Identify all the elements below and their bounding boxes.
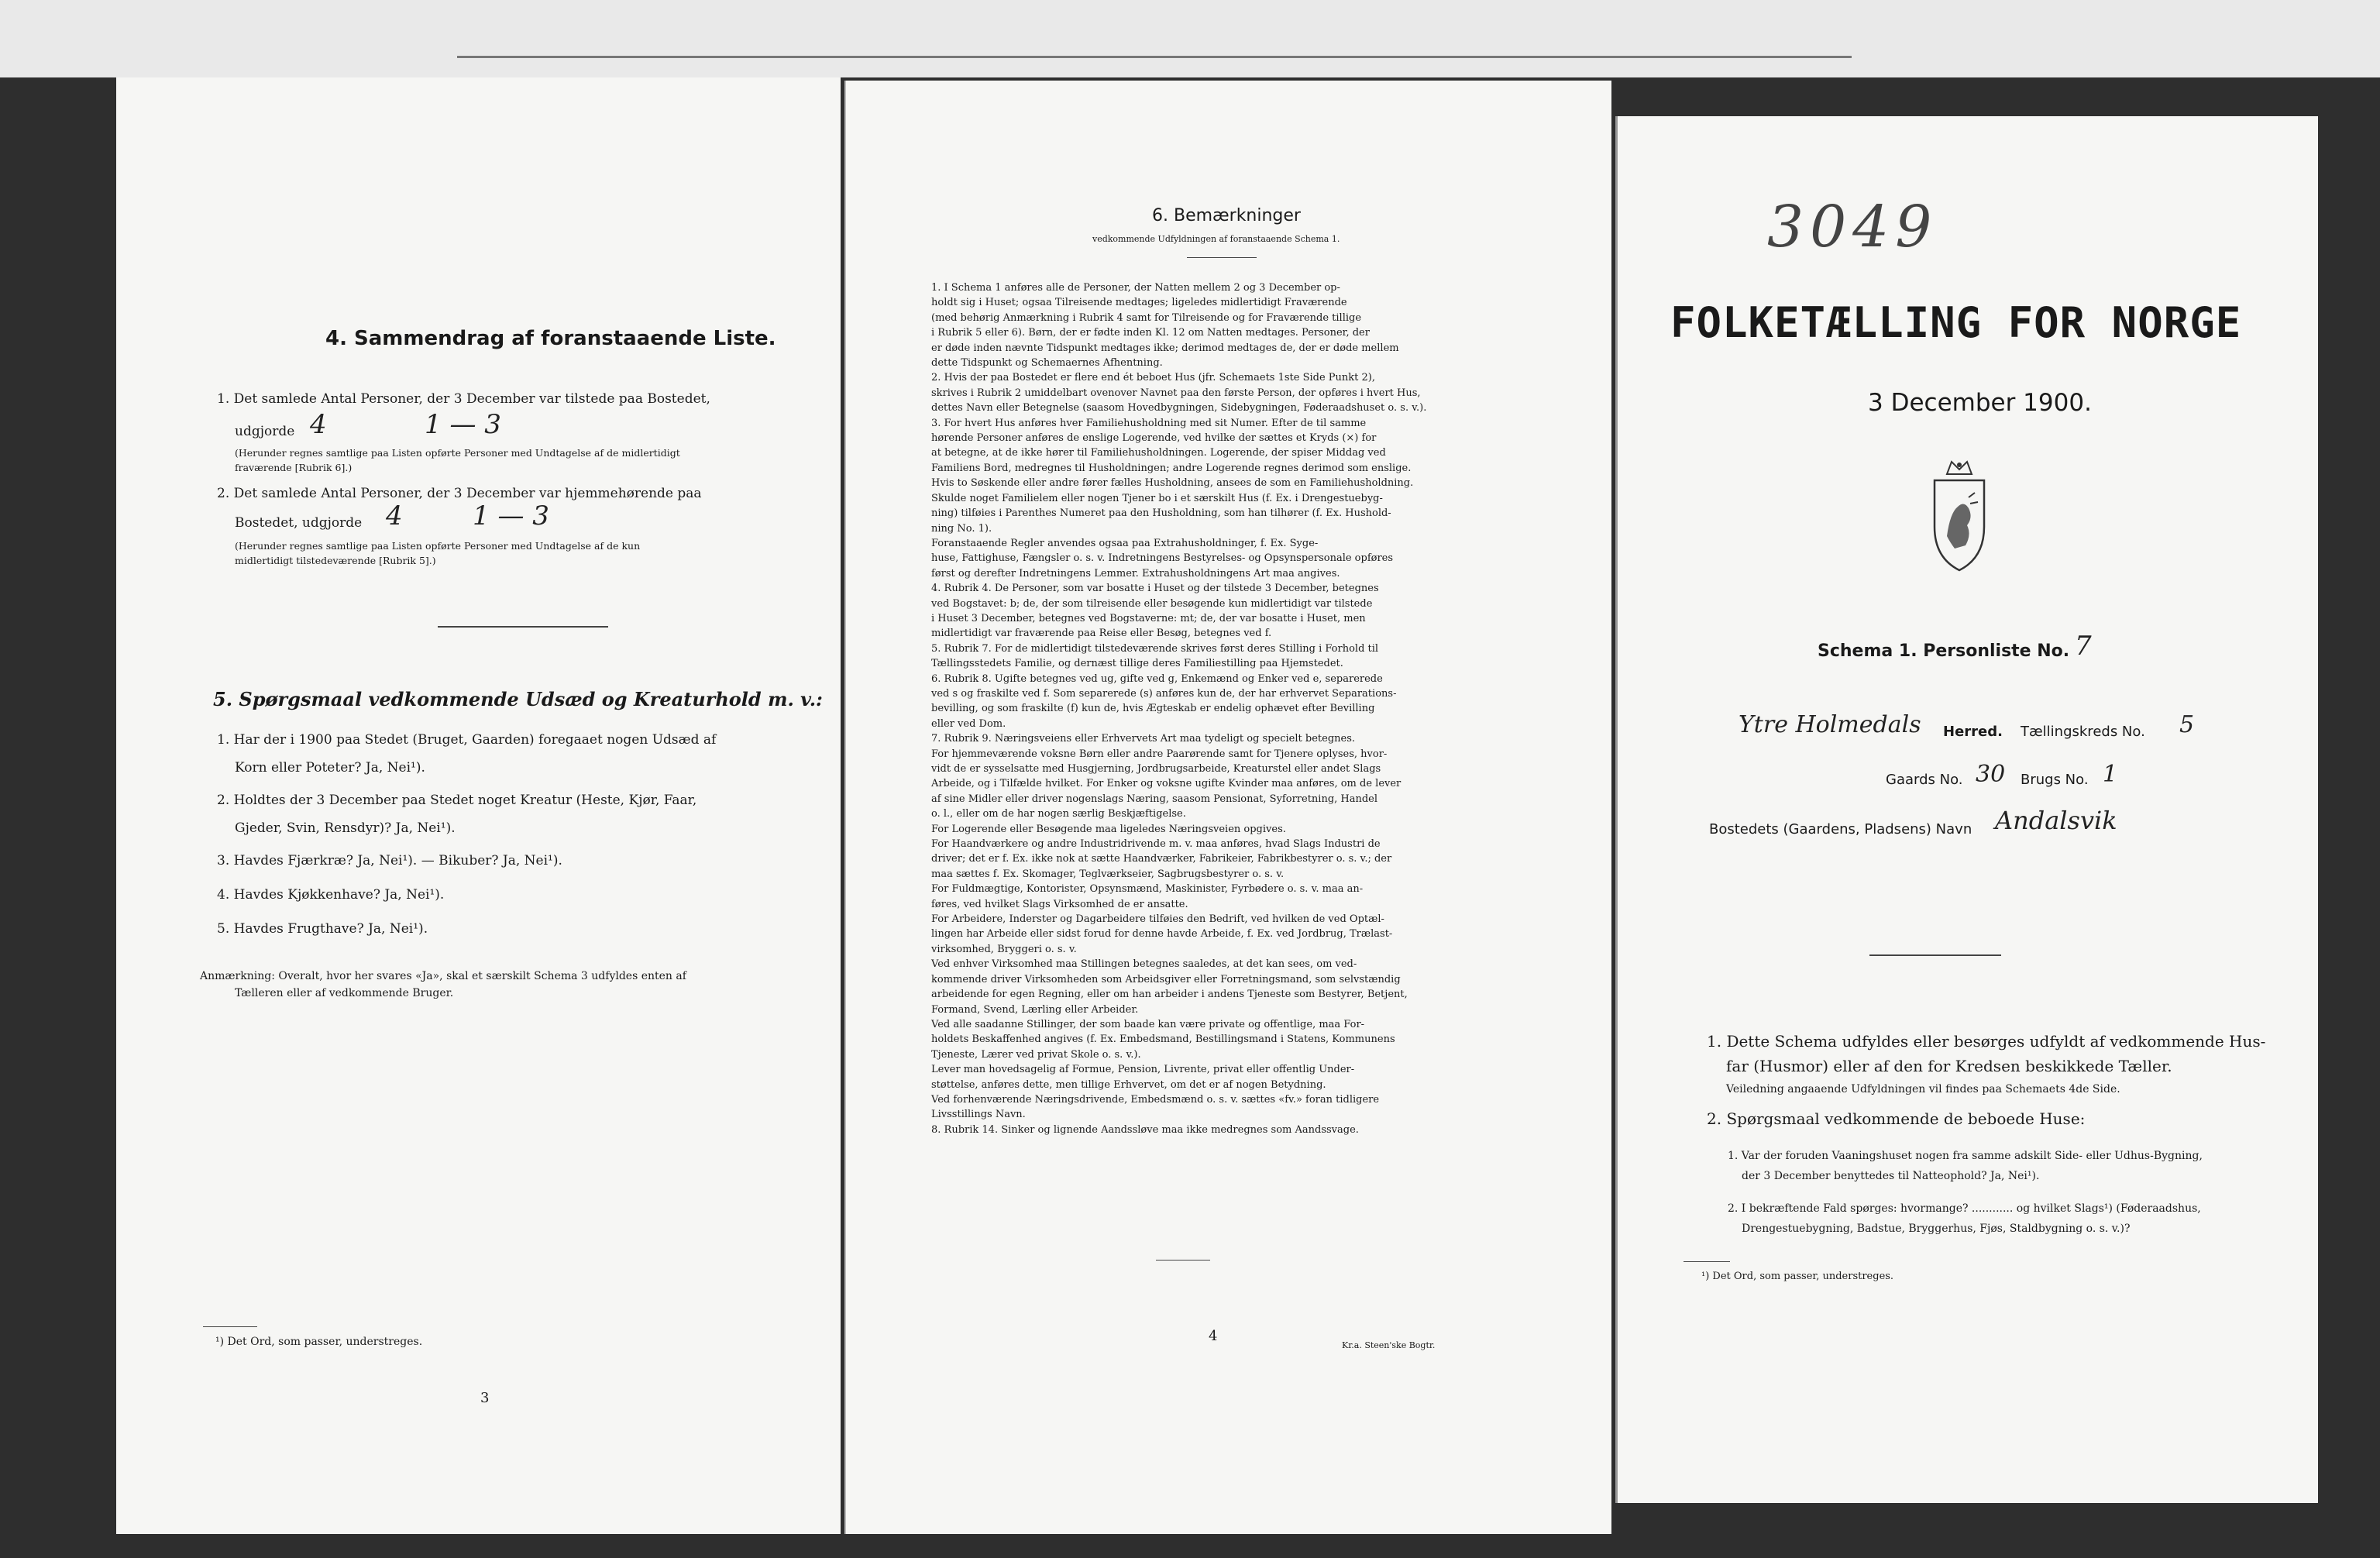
s4-item1-split: 1 — 3 (425, 409, 501, 440)
remark-line: Tællingsstedets Familie, og dernæst tillige deres Familiestilling paa Hjemstedet. (931, 658, 1343, 670)
remark-line: 8. Rubrik 14. Sinker og lignende Aandssløve maa ikke medregnes som Aandssvage. (931, 1123, 1359, 1136)
s5-q3: 3. Havdes Fjærkræ? Ja, Nei¹). — Bikuber? Ja, Nei¹). (217, 853, 562, 868)
gaards-label: Gaards No. (1886, 772, 1963, 788)
s4-item1-line2: udgjorde (235, 424, 295, 439)
remark-line: For Haandværkere og andre Industridrivende m. v. maa anføres, hvad Slags Industri de (931, 838, 1381, 851)
instruction-1-line1: 1. Dette Schema udfyldes eller besørges udfyldt af vedkommende Hus- (1707, 1032, 2266, 1051)
remark-line: 3. For hvert Hus anføres hver Familiehusholdning med sit Numer. Efter de til samme (931, 417, 1367, 429)
remark-line: For Logerende eller Besøgende maa ligeledes Næringsveien opgives. (931, 823, 1286, 835)
remark-line: ved Bogstavet: b; de, der som tilreisende eller besøgende kun midlertidigt var tilstede (931, 597, 1373, 610)
remarks-divider (1187, 257, 1257, 258)
section-divider (1869, 954, 2001, 956)
instruction-2-q1-line1: 1. Var der foruden Vaaningshuset nogen fra samme adskilt Side- eller Udhus-Bygning, (1728, 1150, 2203, 1162)
remarks-body (931, 280, 1574, 1137)
s4-item1-note2: fraværende [Rubrik 6].) (235, 462, 353, 473)
remark-line: først og derefter Indretningens Lemmer. Extrahusholdningens Art maa angives. (931, 567, 1340, 580)
remark-line: lingen har Arbeide eller sidst forud for denne havde Arbeide, f. Ex. ved Jordbrug, Trælast- (931, 928, 1393, 941)
remark-line: Hvis to Søskende eller andre fører fælles Husholdning, ansees de som en Familiehusholdning. (931, 477, 1414, 490)
remark-line: i Huset 3 December, betegnes ved Bogstaverne: mt; de, der var bosatte i Huset, men (931, 612, 1366, 624)
remark-line: For Arbeidere, Inderster og Dagarbeidere tilføies den Bedrift, ved hvilken de ved Optæl- (931, 913, 1384, 926)
page-number: 4 (1209, 1328, 1218, 1344)
s4-item2-note2: midlertidigt tilstedeværende [Rubrik 5].) (235, 555, 436, 566)
remark-line: ning) tilføies i Parenthes Numeret paa den Husholdning, som han tilhører (f. Ex. Hushold- (931, 507, 1391, 520)
remark-line: vidt de er sysselsatte med Husgjerning, Jordbrugsarbeide, Kreaturstel eller andet Slags (931, 763, 1381, 775)
right-page (1615, 116, 2318, 1503)
remark-line: arbeidende for egen Regning, eller om han arbeider i andens Tjeneste som Bestyrer, Betjent, (931, 989, 1408, 1001)
remark-line: Livsstillings Navn. (931, 1109, 1026, 1121)
remark-line: Arbeide, og i Tilfælde hvilket. For Enker og voksne ugifte Kvinder maa anføres, om de lever (931, 778, 1402, 790)
document-date: 3 December 1900. (1868, 389, 2092, 417)
remark-line: Skulde noget Familielem eller nogen Tjener bo i et særskilt Hus (f. Ex. i Drengestuebyg- (931, 492, 1383, 504)
remark-line: Tjeneste, Lærer ved privat Skole o. s. v.). (931, 1048, 1141, 1061)
gaards-value: 30 (1976, 761, 2006, 788)
krets-value: 5 (2179, 711, 2195, 738)
herred-value: Ytre Holmedals (1739, 711, 1921, 738)
s5-q1-line2: Korn eller Poteter? Ja, Nei¹). (235, 760, 425, 776)
remark-line: Foranstaaende Regler anvendes ogsaa paa Extrahusholdninger, f. Ex. Syge- (931, 537, 1319, 549)
document-title: FOLKETÆLLING FOR NORGE (1670, 298, 2242, 347)
section-divider (438, 626, 608, 628)
remarks-title: 6. Bemærkninger (1152, 206, 1301, 225)
instruction-2-q1-line2: der 3 December benyttedes til Natteophold? Ja, Nei¹). (1742, 1170, 2040, 1182)
brugs-label: Brugs No. (2021, 772, 2089, 788)
s4-item1-count: 4 (310, 409, 327, 440)
remark-line: Familiens Bord, medregnes til Husholdningen; andre Logerende regnes derimod som enslige. (931, 462, 1412, 474)
remark-line: midlertidigt var fraværende paa Reise eller Besøg, betegnes ved f. (931, 628, 1272, 640)
s4-item2-count: 4 (386, 500, 403, 531)
remark-line: 5. Rubrik 7. For de midlertidigt tilstedeværende skrives først deres Stilling i Forhold til (931, 642, 1379, 655)
instruction-2-q2-line1: 2. I bekræftende Fald spørges: hvormange? ............ og hvilket Slags¹) (Føderaadshus, (1728, 1202, 2201, 1215)
scan-background (0, 0, 2380, 77)
remark-line: at betegne, at de ikke hører til Familiehusholdningen. Logerende, der spiser Middag ved (931, 447, 1386, 459)
s5-q2-line2: Gjeder, Svin, Rensdyr)? Ja, Nei¹). (235, 820, 456, 836)
remark-line: af sine Midler eller driver nogenslags Næring, saasom Pensionat, Syforretning, Handel (931, 793, 1378, 805)
remark-line: virksomhed, Bryggeri o. s. v. (931, 943, 1077, 955)
section5-title: 5. Spørgsmaal vedkommende Udsæd og Kreaturhold m. v.: (213, 688, 823, 710)
herred-label: Herred. (1943, 724, 2003, 740)
s5-note-line2: Tælleren eller af vedkommende Bruger. (235, 987, 454, 999)
remark-line: støttelse, anføres dette, men tillige Erhvervet, om det er af nogen Betydning. (931, 1078, 1326, 1091)
remark-line: 2. Hvis der paa Bostedet er flere end ét beboet Hus (jfr. Schemaets 1ste Side Punkt 2), (931, 372, 1375, 384)
page-number: 3 (480, 1390, 490, 1406)
bosted-value: Andalsvik (1995, 806, 2117, 835)
s4-item2-line2: Bostedet, udgjorde (235, 515, 363, 531)
remarks-subtitle: vedkommende Udfyldningen af foranstaaende Schema 1. (1092, 234, 1340, 244)
remark-line: driver; det er f. Ex. ikke nok at sætte Haandværker, Fabrikeier, Fabrikbestyrer o. s. v.; der (931, 853, 1392, 865)
middle-page (844, 81, 1611, 1534)
scan-edge-line (457, 56, 1852, 58)
coat-of-arms-icon (1924, 459, 1995, 575)
remark-line: er døde inden nævnte Tidspunkt medtages ikke; derimod medtages de, der er døde mellem (931, 342, 1399, 354)
remark-line: 6. Rubrik 8. Ugifte betegnes ved ug, gifte ved g, Enkemænd og Enker ved e, separerede (931, 672, 1383, 685)
schema-label: Schema 1. Personliste No. (1818, 641, 2070, 661)
remark-line: dette Tidspunkt og Schemaernes Afhentning. (931, 357, 1163, 370)
instruction-1-line2: far (Husmor) eller af den for Kredsen beskikkede Tæller. (1726, 1057, 2172, 1075)
remark-line: ved s og fraskilte ved f. Som separerede (s) anføres kun de, der har erhvervet Separations- (931, 687, 1397, 700)
remark-line: Ved alle saadanne Stillinger, der som baade kan være private og offentlige, maa For- (931, 1018, 1365, 1030)
remark-line: Ved forhenværende Næringsdrivende, Embedsmænd o. s. v. sættes «fv.» foran tidligere (931, 1093, 1380, 1106)
remark-line: i Rubrik 5 eller 6). Børn, der er fødte inden Kl. 12 om Natten medtages. Personer, der (931, 327, 1370, 339)
personliste-number: 7 (2075, 631, 2092, 662)
remark-line: kommende driver Virksomheden som Arbeidsgiver eller Forretningsmand, som selvstændig (931, 973, 1401, 985)
handwritten-archive-number: 3049 (1767, 194, 1938, 260)
remark-line: føres, ved hvilket Slags Virksomhed de er ansatte. (931, 898, 1188, 910)
krets-label: Tællingskreds No. (2021, 724, 2145, 740)
s4-item2-note1: (Herunder regnes samtlige paa Listen opførte Personer med Undtagelse af de kun (235, 540, 641, 552)
footnote: ¹) Det Ord, som passer, understreges. (1701, 1271, 1894, 1282)
left-page (116, 77, 841, 1534)
instruction-1-note: Veiledning angaaende Udfyldningen vil findes paa Schemaets 4de Side. (1726, 1083, 2120, 1095)
remark-line: For hjemmeværende voksne Børn eller andre Paarørende samt for Tjenere oplyses, hvor- (931, 748, 1388, 760)
remark-line: ning No. 1). (931, 522, 992, 535)
remark-line: 1. I Schema 1 anføres alle de Personer, der Natten mellem 2 og 3 December op- (931, 282, 1340, 294)
remark-line: 7. Rubrik 9. Næringsveiens eller Erhvervets Art maa tydeligt og specielt betegnes. (931, 733, 1356, 745)
remark-line: holdt sig i Huset; ogsaa Tilreisende medtages; ligeledes midlertidigt Fraværende (931, 297, 1347, 309)
s5-q4: 4. Havdes Kjøkkenhave? Ja, Nei¹). (217, 887, 445, 903)
remark-line: 4. Rubrik 4. De Personer, som var bosatte i Huset og der tilstede 3 December, betegnes (931, 583, 1379, 595)
remark-line: (med behørig Anmærkning i Rubrik 4 samt for Tilreisende og for Fraværende tillige (931, 311, 1362, 324)
s5-note-line1: Anmærkning: Overalt, hvor her svares «Ja», skal et særskilt Schema 3 udfyldes enten af (200, 970, 686, 982)
remark-line: eller ved Dom. (931, 717, 1006, 730)
remark-line: o. l., eller om de har nogen særlig Beskjæftigelse. (931, 808, 1186, 820)
footnote: ¹) Det Ord, som passer, understreges. (215, 1336, 423, 1348)
remark-line: skrives i Rubrik 2 umiddelbart ovenover Navnet paa den første Person, der opføres i hvert Hus, (931, 387, 1421, 399)
remark-line: dettes Navn eller Betegnelse (saasom Hovedbygningen, Sidebygningen, Føderaadshuset o. s. v.). (931, 402, 1427, 414)
remark-line: maa sættes f. Ex. Skomager, Teglværkseier, Sagbrugsbestyrer o. s. v. (931, 868, 1285, 880)
remark-line: hørende Personer anføres de enslige Logerende, ved hvilke der sættes et Kryds (×) for (931, 432, 1377, 445)
printer-mark: Kr.a. Steen'ske Bogtr. (1342, 1340, 1436, 1350)
remark-line: holdets Beskaffenhed angives (f. Ex. Embedsmand, Bestillingsmand i Statens, Kommunens (931, 1034, 1395, 1046)
instruction-2-q2-line2: Drengestuebygning, Badstue, Bryggerhus, Fjøs, Staldbygning o. s. v.)? (1742, 1223, 2131, 1235)
footnote-rule (1684, 1261, 1730, 1262)
remark-line: For Fuldmægtige, Kontorister, Opsynsmænd, Maskinister, Fyrbødere o. s. v. maa an- (931, 883, 1364, 896)
end-rule (1156, 1260, 1210, 1261)
section4-title: 4. Sammendrag af foranstaaende Liste. (325, 327, 776, 350)
brugs-value: 1 (2103, 761, 2118, 788)
remark-line: Formand, Svend, Lærling eller Arbeider. (931, 1003, 1139, 1016)
s5-q2-line1: 2. Holdtes der 3 December paa Stedet noget Kreatur (Heste, Kjør, Faar, (217, 793, 697, 808)
s5-q1-line1: 1. Har der i 1900 paa Stedet (Bruget, Gaarden) foregaaet nogen Udsæd af (217, 732, 717, 748)
s4-item2-line1: 2. Det samlede Antal Personer, der 3 December var hjemmehørende paa (217, 486, 702, 501)
s4-item2-split: 1 — 3 (473, 500, 549, 531)
remark-line: Lever man hovedsagelig af Formue, Pension, Livrente, privat eller offentlig Under- (931, 1064, 1355, 1076)
s4-item1-line1: 1. Det samlede Antal Personer, der 3 December var tilstede paa Bostedet, (217, 391, 710, 407)
instruction-2: 2. Spørgsmaal vedkommende de beboede Huse: (1707, 1109, 2086, 1128)
bosted-label: Bostedets (Gaardens, Pladsens) Navn (1709, 821, 1972, 837)
footnote-rule (203, 1326, 257, 1327)
remark-line: Ved enhver Virksomhed maa Stillingen betegnes saaledes, at det kan sees, om ved- (931, 958, 1357, 971)
s4-item1-note1: (Herunder regnes samtlige paa Listen opførte Personer med Undtagelse af de midlertidigt (235, 447, 680, 459)
s5-q5: 5. Havdes Frugthave? Ja, Nei¹). (217, 921, 428, 937)
remark-line: bevilling, og som fraskilte (f) kun de, hvis Ægteskab er endelig ophævet efter Bevilling (931, 703, 1375, 715)
remark-line: huse, Fattighuse, Fængsler o. s. v. Indretningens Bestyrelses- og Opsynspersonale opføres (931, 552, 1394, 565)
